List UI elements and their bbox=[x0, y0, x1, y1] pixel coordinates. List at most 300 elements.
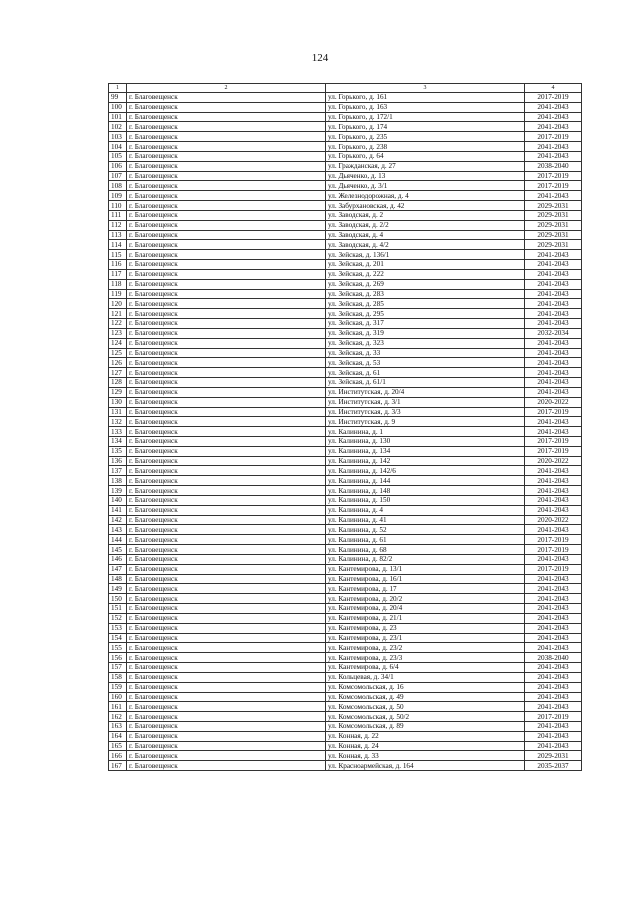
address-cell: ул. Забурхановская, д. 42 bbox=[326, 201, 525, 211]
address-cell: ул. Горького, д. 172/1 bbox=[326, 112, 525, 122]
column-header-row bbox=[109, 84, 582, 93]
period-cell: 2029-2031 bbox=[525, 230, 582, 240]
table-row bbox=[109, 741, 582, 751]
table-row bbox=[109, 397, 582, 407]
table-row bbox=[109, 613, 582, 623]
period-cell: 2032-2034 bbox=[525, 328, 582, 338]
address-cell: ул. Институтская, д. 20/4 bbox=[326, 387, 525, 397]
address-cell: ул. Зейская, д. 295 bbox=[326, 309, 525, 319]
row-number: 105 bbox=[109, 151, 127, 161]
address-cell: ул. Комсомольская, д. 49 bbox=[326, 692, 525, 702]
settlement-cell: г. Благовещенск bbox=[127, 466, 326, 476]
settlement-cell: г. Благовещенск bbox=[127, 604, 326, 614]
settlement-cell: г. Благовещенск bbox=[127, 761, 326, 771]
column-header-period: 4 bbox=[525, 84, 582, 93]
address-cell: ул. Кантемирова, д. 23/1 bbox=[326, 633, 525, 643]
table-row bbox=[109, 436, 582, 446]
period-cell: 2020-2022 bbox=[525, 397, 582, 407]
row-number: 131 bbox=[109, 407, 127, 417]
table-row bbox=[109, 122, 582, 132]
table-row bbox=[109, 702, 582, 712]
period-cell: 2041-2043 bbox=[525, 191, 582, 201]
table-row bbox=[109, 387, 582, 397]
settlement-cell: г. Благовещенск bbox=[127, 142, 326, 152]
address-cell: ул. Кантемирова, д. 23/3 bbox=[326, 653, 525, 663]
row-number: 121 bbox=[109, 309, 127, 319]
row-number: 99 bbox=[109, 93, 127, 103]
row-number: 137 bbox=[109, 466, 127, 476]
row-number: 165 bbox=[109, 741, 127, 751]
row-number: 167 bbox=[109, 761, 127, 771]
address-cell: ул. Зейская, д. 61 bbox=[326, 368, 525, 378]
settlement-cell: г. Благовещенск bbox=[127, 397, 326, 407]
address-cell: ул. Калинина, д. 61 bbox=[326, 535, 525, 545]
settlement-cell: г. Благовещенск bbox=[127, 122, 326, 132]
row-number: 116 bbox=[109, 260, 127, 270]
period-cell: 2041-2043 bbox=[525, 633, 582, 643]
settlement-cell: г. Благовещенск bbox=[127, 102, 326, 112]
address-cell: ул. Зейская, д. 53 bbox=[326, 358, 525, 368]
row-number: 110 bbox=[109, 201, 127, 211]
row-number: 155 bbox=[109, 643, 127, 653]
address-cell: ул. Кантемирова, д. 16/1 bbox=[326, 574, 525, 584]
row-number: 143 bbox=[109, 525, 127, 535]
settlement-cell: г. Благовещенск bbox=[127, 594, 326, 604]
table-row bbox=[109, 299, 582, 309]
row-number: 157 bbox=[109, 663, 127, 673]
table-row bbox=[109, 604, 582, 614]
row-number: 158 bbox=[109, 672, 127, 682]
table-row bbox=[109, 230, 582, 240]
column-header-address: 3 bbox=[326, 84, 525, 93]
row-number: 142 bbox=[109, 515, 127, 525]
row-number: 146 bbox=[109, 554, 127, 564]
address-cell: ул. Заводская, д. 2 bbox=[326, 210, 525, 220]
address-cell: ул. Институтская, д. 3/1 bbox=[326, 397, 525, 407]
period-cell: 2029-2031 bbox=[525, 210, 582, 220]
address-cell: ул. Калинина, д. 82/2 bbox=[326, 554, 525, 564]
table-row bbox=[109, 319, 582, 329]
address-cell: ул. Кантемирова, д. 20/4 bbox=[326, 604, 525, 614]
address-cell: ул. Кантемирова, д. 17 bbox=[326, 584, 525, 594]
settlement-cell: г. Благовещенск bbox=[127, 201, 326, 211]
period-cell: 2041-2043 bbox=[525, 672, 582, 682]
table-row bbox=[109, 476, 582, 486]
address-cell: ул. Красноармейская, д. 164 bbox=[326, 761, 525, 771]
row-number: 124 bbox=[109, 338, 127, 348]
period-cell: 2041-2043 bbox=[525, 702, 582, 712]
address-cell: ул. Зейская, д. 317 bbox=[326, 319, 525, 329]
period-cell: 2017-2019 bbox=[525, 545, 582, 555]
address-cell: ул. Зейская, д. 319 bbox=[326, 328, 525, 338]
table-row bbox=[109, 446, 582, 456]
table-row bbox=[109, 309, 582, 319]
address-cell: ул. Институтская, д. 9 bbox=[326, 417, 525, 427]
table-row bbox=[109, 102, 582, 112]
row-number: 163 bbox=[109, 722, 127, 732]
period-cell: 2029-2031 bbox=[525, 240, 582, 250]
table-row bbox=[109, 417, 582, 427]
table-row bbox=[109, 643, 582, 653]
period-cell: 2041-2043 bbox=[525, 554, 582, 564]
settlement-cell: г. Благовещенск bbox=[127, 633, 326, 643]
address-cell: ул. Горького, д. 238 bbox=[326, 142, 525, 152]
period-cell: 2041-2043 bbox=[525, 476, 582, 486]
period-cell: 2041-2043 bbox=[525, 643, 582, 653]
address-cell: ул. Зейская, д. 323 bbox=[326, 338, 525, 348]
table-row bbox=[109, 486, 582, 496]
period-cell: 2041-2043 bbox=[525, 722, 582, 732]
settlement-cell: г. Благовещенск bbox=[127, 476, 326, 486]
settlement-cell: г. Благовещенск bbox=[127, 348, 326, 358]
table-row bbox=[109, 682, 582, 692]
table-row bbox=[109, 712, 582, 722]
address-cell: ул. Зейская, д. 222 bbox=[326, 269, 525, 279]
period-cell: 2041-2043 bbox=[525, 279, 582, 289]
period-cell: 2041-2043 bbox=[525, 309, 582, 319]
row-number: 154 bbox=[109, 633, 127, 643]
row-number: 159 bbox=[109, 682, 127, 692]
settlement-cell: г. Благовещенск bbox=[127, 230, 326, 240]
period-cell: 2041-2043 bbox=[525, 151, 582, 161]
table-row bbox=[109, 633, 582, 643]
period-cell: 2041-2043 bbox=[525, 319, 582, 329]
row-number: 144 bbox=[109, 535, 127, 545]
address-cell: ул. Институтская, д. 3/3 bbox=[326, 407, 525, 417]
settlement-cell: г. Благовещенск bbox=[127, 653, 326, 663]
period-cell: 2041-2043 bbox=[525, 486, 582, 496]
table-row bbox=[109, 181, 582, 191]
period-cell: 2041-2043 bbox=[525, 338, 582, 348]
table-row bbox=[109, 653, 582, 663]
address-cell: ул. Железнодорожная, д. 4 bbox=[326, 191, 525, 201]
period-cell: 2041-2043 bbox=[525, 417, 582, 427]
settlement-cell: г. Благовещенск bbox=[127, 712, 326, 722]
settlement-cell: г. Благовещенск bbox=[127, 436, 326, 446]
row-number: 123 bbox=[109, 328, 127, 338]
table-row bbox=[109, 201, 582, 211]
settlement-cell: г. Благовещенск bbox=[127, 112, 326, 122]
address-cell: ул. Зейская, д. 136/1 bbox=[326, 250, 525, 260]
row-number: 162 bbox=[109, 712, 127, 722]
settlement-cell: г. Благовещенск bbox=[127, 702, 326, 712]
row-number: 129 bbox=[109, 387, 127, 397]
settlement-cell: г. Благовещенск bbox=[127, 338, 326, 348]
row-number: 128 bbox=[109, 378, 127, 388]
period-cell: 2041-2043 bbox=[525, 387, 582, 397]
address-cell: ул. Дьяченко, д. 3/1 bbox=[326, 181, 525, 191]
row-number: 134 bbox=[109, 436, 127, 446]
row-number: 136 bbox=[109, 456, 127, 466]
row-number: 130 bbox=[109, 397, 127, 407]
address-cell: ул. Кантемирова, д. 23 bbox=[326, 623, 525, 633]
address-cell: ул. Зейская, д. 269 bbox=[326, 279, 525, 289]
table-row bbox=[109, 191, 582, 201]
period-cell: 2041-2043 bbox=[525, 289, 582, 299]
row-number: 149 bbox=[109, 584, 127, 594]
address-cell: ул. Заводская, д. 2/2 bbox=[326, 220, 525, 230]
period-cell: 2041-2043 bbox=[525, 613, 582, 623]
settlement-cell: г. Благовещенск bbox=[127, 722, 326, 732]
period-cell: 2041-2043 bbox=[525, 495, 582, 505]
row-number: 102 bbox=[109, 122, 127, 132]
table-row bbox=[109, 535, 582, 545]
row-number: 138 bbox=[109, 476, 127, 486]
address-cell: ул. Горького, д. 64 bbox=[326, 151, 525, 161]
address-cell: ул. Зейская, д. 33 bbox=[326, 348, 525, 358]
row-number: 113 bbox=[109, 230, 127, 240]
period-cell: 2041-2043 bbox=[525, 584, 582, 594]
row-number: 147 bbox=[109, 564, 127, 574]
address-cell: ул. Комсомольская, д. 50 bbox=[326, 702, 525, 712]
row-number: 132 bbox=[109, 417, 127, 427]
settlement-cell: г. Благовещенск bbox=[127, 692, 326, 702]
address-cell: ул. Конная, д. 33 bbox=[326, 751, 525, 761]
address-cell: ул. Зейская, д. 201 bbox=[326, 260, 525, 270]
table-row bbox=[109, 554, 582, 564]
settlement-cell: г. Благовещенск bbox=[127, 515, 326, 525]
address-cell: ул. Горького, д. 161 bbox=[326, 93, 525, 103]
address-cell: ул. Горького, д. 163 bbox=[326, 102, 525, 112]
period-cell: 2041-2043 bbox=[525, 378, 582, 388]
settlement-cell: г. Благовещенск bbox=[127, 210, 326, 220]
settlement-cell: г. Благовещенск bbox=[127, 191, 326, 201]
settlement-cell: г. Благовещенск bbox=[127, 289, 326, 299]
settlement-cell: г. Благовещенск bbox=[127, 417, 326, 427]
table-row bbox=[109, 663, 582, 673]
period-cell: 2041-2043 bbox=[525, 574, 582, 584]
table-row bbox=[109, 584, 582, 594]
settlement-cell: г. Благовещенск bbox=[127, 328, 326, 338]
settlement-cell: г. Благовещенск bbox=[127, 505, 326, 515]
table-row bbox=[109, 328, 582, 338]
period-cell: 2041-2043 bbox=[525, 731, 582, 741]
row-number: 106 bbox=[109, 161, 127, 171]
settlement-cell: г. Благовещенск bbox=[127, 161, 326, 171]
table-row bbox=[109, 731, 582, 741]
settlement-cell: г. Благовещенск bbox=[127, 584, 326, 594]
period-cell: 2041-2043 bbox=[525, 368, 582, 378]
address-cell: ул. Заводская, д. 4 bbox=[326, 230, 525, 240]
period-cell: 2041-2043 bbox=[525, 594, 582, 604]
period-cell: 2041-2043 bbox=[525, 358, 582, 368]
table-row bbox=[109, 250, 582, 260]
address-cell: ул. Калинина, д. 130 bbox=[326, 436, 525, 446]
table-row bbox=[109, 338, 582, 348]
settlement-cell: г. Благовещенск bbox=[127, 132, 326, 142]
table-row bbox=[109, 142, 582, 152]
period-cell: 2041-2043 bbox=[525, 682, 582, 692]
period-cell: 2041-2043 bbox=[525, 269, 582, 279]
period-cell: 2041-2043 bbox=[525, 525, 582, 535]
table-row bbox=[109, 240, 582, 250]
address-cell: ул. Горького, д. 174 bbox=[326, 122, 525, 132]
period-cell: 2020-2022 bbox=[525, 515, 582, 525]
table-row bbox=[109, 171, 582, 181]
row-number: 156 bbox=[109, 653, 127, 663]
settlement-cell: г. Благовещенск bbox=[127, 554, 326, 564]
page-number: 124 bbox=[311, 52, 329, 64]
address-cell: ул. Калинина, д. 142 bbox=[326, 456, 525, 466]
row-number: 111 bbox=[109, 210, 127, 220]
row-number: 141 bbox=[109, 505, 127, 515]
period-cell: 2029-2031 bbox=[525, 751, 582, 761]
period-cell: 2041-2043 bbox=[525, 427, 582, 437]
address-cell: ул. Зейская, д. 285 bbox=[326, 299, 525, 309]
settlement-cell: г. Благовещенск bbox=[127, 279, 326, 289]
settlement-cell: г. Благовещенск bbox=[127, 564, 326, 574]
period-cell: 2041-2043 bbox=[525, 741, 582, 751]
settlement-cell: г. Благовещенск bbox=[127, 151, 326, 161]
period-cell: 2017-2019 bbox=[525, 564, 582, 574]
table-row bbox=[109, 112, 582, 122]
register-table bbox=[108, 83, 582, 771]
settlement-cell: г. Благовещенск bbox=[127, 672, 326, 682]
settlement-cell: г. Благовещенск bbox=[127, 623, 326, 633]
settlement-cell: г. Благовещенск bbox=[127, 269, 326, 279]
period-cell: 2041-2043 bbox=[525, 663, 582, 673]
address-cell: ул. Комсомольская, д. 16 bbox=[326, 682, 525, 692]
table-row bbox=[109, 594, 582, 604]
period-cell: 2017-2019 bbox=[525, 407, 582, 417]
row-number: 122 bbox=[109, 319, 127, 329]
register-rows bbox=[109, 93, 582, 771]
table-row bbox=[109, 495, 582, 505]
table-row bbox=[109, 525, 582, 535]
address-cell: ул. Калинина, д. 68 bbox=[326, 545, 525, 555]
row-number: 139 bbox=[109, 486, 127, 496]
period-cell: 2041-2043 bbox=[525, 692, 582, 702]
row-number: 140 bbox=[109, 495, 127, 505]
row-number: 161 bbox=[109, 702, 127, 712]
address-cell: ул. Калинина, д. 144 bbox=[326, 476, 525, 486]
period-cell: 2041-2043 bbox=[525, 122, 582, 132]
row-number: 103 bbox=[109, 132, 127, 142]
table-row bbox=[109, 672, 582, 682]
row-number: 109 bbox=[109, 191, 127, 201]
table-row bbox=[109, 564, 582, 574]
row-number: 127 bbox=[109, 368, 127, 378]
period-cell: 2041-2043 bbox=[525, 505, 582, 515]
row-number: 104 bbox=[109, 142, 127, 152]
row-number: 125 bbox=[109, 348, 127, 358]
address-cell: ул. Калинина, д. 4 bbox=[326, 505, 525, 515]
period-cell: 2029-2031 bbox=[525, 201, 582, 211]
table-row bbox=[109, 132, 582, 142]
table-row bbox=[109, 407, 582, 417]
table-row bbox=[109, 348, 582, 358]
table-row bbox=[109, 368, 582, 378]
settlement-cell: г. Благовещенск bbox=[127, 260, 326, 270]
row-number: 153 bbox=[109, 623, 127, 633]
settlement-cell: г. Благовещенск bbox=[127, 613, 326, 623]
address-cell: ул. Комсомольская, д. 89 bbox=[326, 722, 525, 732]
table-row bbox=[109, 751, 582, 761]
table-row bbox=[109, 545, 582, 555]
table-row bbox=[109, 269, 582, 279]
settlement-cell: г. Благовещенск bbox=[127, 358, 326, 368]
address-cell: ул. Калинина, д. 134 bbox=[326, 446, 525, 456]
row-number: 120 bbox=[109, 299, 127, 309]
address-cell: ул. Горького, д. 235 bbox=[326, 132, 525, 142]
row-number: 135 bbox=[109, 446, 127, 456]
period-cell: 2038-2040 bbox=[525, 653, 582, 663]
table-row bbox=[109, 210, 582, 220]
column-header-settlement: 2 bbox=[127, 84, 326, 93]
row-number: 108 bbox=[109, 181, 127, 191]
period-cell: 2017-2019 bbox=[525, 436, 582, 446]
period-cell: 2041-2043 bbox=[525, 623, 582, 633]
address-cell: ул. Калинина, д. 1 bbox=[326, 427, 525, 437]
settlement-cell: г. Благовещенск bbox=[127, 387, 326, 397]
period-cell: 2041-2043 bbox=[525, 466, 582, 476]
settlement-cell: г. Благовещенск bbox=[127, 446, 326, 456]
table-row bbox=[109, 722, 582, 732]
row-number: 101 bbox=[109, 112, 127, 122]
settlement-cell: г. Благовещенск bbox=[127, 220, 326, 230]
period-cell: 2038-2040 bbox=[525, 161, 582, 171]
period-cell: 2041-2043 bbox=[525, 112, 582, 122]
settlement-cell: г. Благовещенск bbox=[127, 378, 326, 388]
table-row bbox=[109, 692, 582, 702]
settlement-cell: г. Благовещенск bbox=[127, 319, 326, 329]
settlement-cell: г. Благовещенск bbox=[127, 574, 326, 584]
period-cell: 2041-2043 bbox=[525, 348, 582, 358]
period-cell: 2041-2043 bbox=[525, 299, 582, 309]
settlement-cell: г. Благовещенск bbox=[127, 751, 326, 761]
row-number: 112 bbox=[109, 220, 127, 230]
address-cell: ул. Зейская, д. 283 bbox=[326, 289, 525, 299]
address-cell: ул. Конная, д. 22 bbox=[326, 731, 525, 741]
row-number: 119 bbox=[109, 289, 127, 299]
table-row bbox=[109, 289, 582, 299]
settlement-cell: г. Благовещенск bbox=[127, 731, 326, 741]
address-cell: ул. Кантемирова, д. 20/2 bbox=[326, 594, 525, 604]
row-number: 166 bbox=[109, 751, 127, 761]
settlement-cell: г. Благовещенск bbox=[127, 250, 326, 260]
period-cell: 2017-2019 bbox=[525, 171, 582, 181]
settlement-cell: г. Благовещенск bbox=[127, 456, 326, 466]
address-cell: ул. Кантемирова, д. 6/4 bbox=[326, 663, 525, 673]
address-cell: ул. Комсомольская, д. 50/2 bbox=[326, 712, 525, 722]
address-cell: ул. Калинина, д. 142/6 bbox=[326, 466, 525, 476]
period-cell: 2041-2043 bbox=[525, 142, 582, 152]
period-cell: 2017-2019 bbox=[525, 446, 582, 456]
settlement-cell: г. Благовещенск bbox=[127, 299, 326, 309]
column-header-number: 1 bbox=[109, 84, 127, 93]
address-cell: ул. Дьяченко, д. 13 bbox=[326, 171, 525, 181]
period-cell: 2017-2019 bbox=[525, 132, 582, 142]
settlement-cell: г. Благовещенск bbox=[127, 741, 326, 751]
row-number: 117 bbox=[109, 269, 127, 279]
row-number: 114 bbox=[109, 240, 127, 250]
table-row bbox=[109, 427, 582, 437]
table-row bbox=[109, 574, 582, 584]
settlement-cell: г. Благовещенск bbox=[127, 495, 326, 505]
period-cell: 2041-2043 bbox=[525, 260, 582, 270]
settlement-cell: г. Благовещенск bbox=[127, 368, 326, 378]
row-number: 133 bbox=[109, 427, 127, 437]
settlement-cell: г. Благовещенск bbox=[127, 93, 326, 103]
period-cell: 2041-2043 bbox=[525, 604, 582, 614]
table-row bbox=[109, 161, 582, 171]
settlement-cell: г. Благовещенск bbox=[127, 525, 326, 535]
table-row bbox=[109, 623, 582, 633]
row-number: 145 bbox=[109, 545, 127, 555]
table-row bbox=[109, 220, 582, 230]
settlement-cell: г. Благовещенск bbox=[127, 643, 326, 653]
address-cell: ул. Зейская, д. 61/1 bbox=[326, 378, 525, 388]
